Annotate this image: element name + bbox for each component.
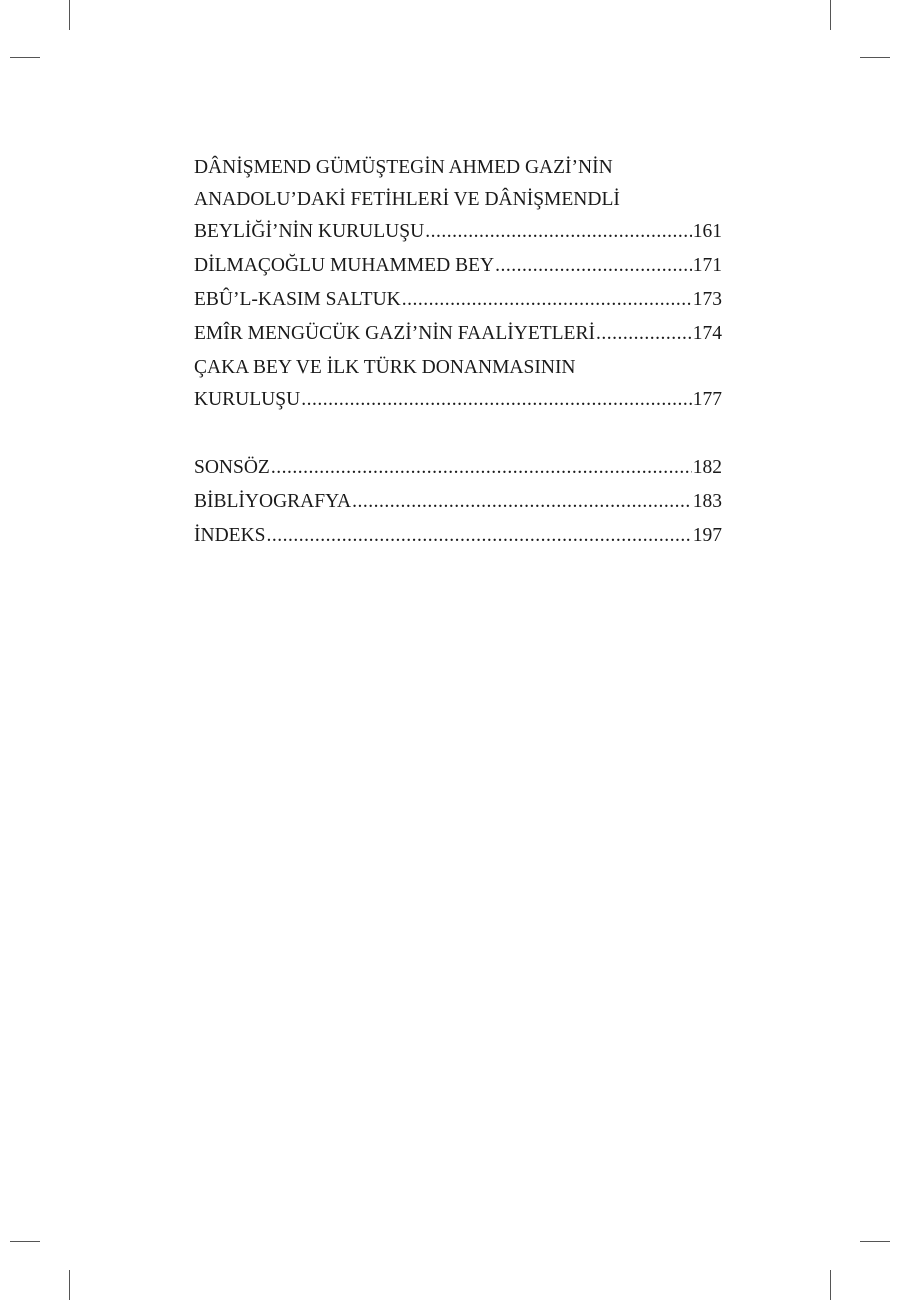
toc-entry[interactable] [194,250,722,282]
toc-entry-line: ANADOLU’DAKİ FETİHLERİ VE DÂNİŞMENDLİ [194,189,620,210]
toc-entry-page: 197 [692,525,722,546]
toc-group-back-matter [194,452,722,552]
dot-leader [271,452,692,484]
toc-entry-page: 182 [692,457,722,478]
toc-entry-line: ÇAKA BEY VE İLK TÜRK DONANMASININ [194,357,576,378]
table-of-contents [194,152,722,554]
crop-mark-top-left-vertical [69,0,70,30]
toc-entry-page: 177 [692,389,722,410]
dot-leader [596,318,692,350]
toc-entry-title: DİLMAÇOĞLU MUHAMMED BEY [194,255,495,276]
toc-group-chapters [194,152,722,416]
toc-entry-title: BEYLİĞİ’NİN KURULUŞU [194,221,425,242]
crop-mark-top-right-horizontal [860,57,890,58]
toc-entry-title: BİBLİYOGRAFYA [194,491,352,512]
dot-leader [402,284,692,316]
toc-entry-line: DÂNİŞMEND GÜMÜŞTEGİN AHMED GAZİ’NİN [194,157,613,178]
dot-leader [267,520,692,552]
toc-entry-title: KURULUŞU [194,389,301,410]
toc-entry-title: EBÛ’L-KASIM SALTUK [194,289,401,310]
toc-entry[interactable] [194,152,722,248]
toc-entry-page: 171 [692,255,722,276]
crop-mark-bottom-right-horizontal [860,1241,890,1242]
crop-mark-bottom-right-vertical [830,1270,831,1300]
crop-mark-bottom-left-vertical [69,1270,70,1300]
crop-mark-top-right-vertical [830,0,831,30]
toc-entry-title: SONSÖZ [194,457,270,478]
toc-entry[interactable] [194,352,722,416]
toc-entry[interactable] [194,452,722,484]
toc-entry-page: 174 [692,323,722,344]
crop-mark-top-left-horizontal [10,57,40,58]
toc-entry[interactable] [194,486,722,518]
toc-entry[interactable] [194,284,722,316]
toc-entry-page: 183 [692,491,722,512]
toc-entry-page: 173 [692,289,722,310]
dot-leader [495,250,692,282]
toc-entry-title: EMÎR MENGÜCÜK GAZİ’NİN FAALİYETLERİ [194,323,595,344]
toc-entry[interactable] [194,520,722,552]
crop-mark-bottom-left-horizontal [10,1241,40,1242]
dot-leader [425,216,692,248]
toc-entry-page: 161 [692,221,722,242]
dot-leader [352,486,692,518]
toc-entry-title: İNDEKS [194,525,266,546]
toc-entry[interactable] [194,318,722,350]
dot-leader [301,384,692,416]
